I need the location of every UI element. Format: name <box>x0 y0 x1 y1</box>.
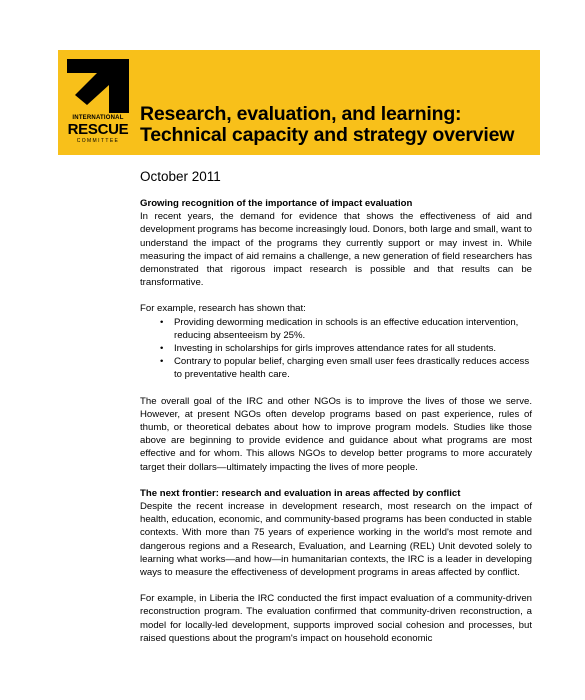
section-1-paragraph-3: The overall goal of the IRC and other NGOs is to improve the lives of those we serve. However, at present NGOs often develop programs based on past experience, rules of thumb, or theoretical debates about how to improve program models. Studies like those above are beginning to provide evidence and guidance about what programs are most effective and for whom. This allows NGOs to develop better programs to more accurately target their dollars—ultimately impacting the lives of more people. <box>140 395 532 473</box>
findings-list <box>140 316 532 382</box>
section-1-paragraph-1: In recent years, the demand for evidence that shows the effectiveness of aid and development programs has become increasingly loud. Donors, both large and small, want to understand the impact of the programs they currently support or may invest in. While measuring the impact of aid remains a challenge, a new generation of field researchers has demonstrated that rigorous impact research is possible and that results can be transformative. <box>140 211 532 289</box>
bullet-icon: • <box>160 343 164 355</box>
section-1-paragraph-2: For example, research has shown that: <box>140 303 306 315</box>
irc-logo-mark-icon <box>67 59 129 113</box>
document-date: October 2011 <box>140 169 221 184</box>
section-2-paragraph-2: For example, in Liberia the IRC conducted the first impact evaluation of a community-driven reconstruction program. The evaluation confirmed that community-driven reconstruction, a model for locally-led development, supports improved social cohesion and processes, but raised questions about the program's impact on household economic <box>140 593 532 644</box>
title-line-2: Technical capacity and strategy overview <box>140 124 515 146</box>
section-2-heading: The next frontier: research and evaluation in areas affected by conflict <box>140 487 461 499</box>
irc-logo <box>67 59 129 147</box>
logo-text-international: INTERNATIONAL <box>72 115 124 121</box>
list-item: • Contrary to popular belief, charging even small user fees drastically reduces access to preventative health care. <box>160 356 530 381</box>
bullet-icon: • <box>160 356 164 368</box>
bullet-icon: • <box>160 316 164 328</box>
section-1-heading: Growing recognition of the importance of impact evaluation <box>140 198 413 209</box>
list-item: • Providing deworming medication in schools is an effective education intervention, reducing absenteeism by 25%. <box>160 316 519 341</box>
logo-text-rescue: RESCUE <box>67 121 129 138</box>
section-2-paragraph-1: Despite the recent increase in development research, most research on the impact of health, education, economic, and community-based programs has been conducted in stable contexts. With more than 75 years of experience working in the world's most remote and dangerous regions and a Research, Evaluation, and Learning (REL) Unit devoted solely to learning what works—and how—in humanitarian contexts, the IRC is a leader in developing ways to measure the effectiveness of development programs in areas affected by conflict. <box>140 501 532 579</box>
list-item: • Investing in scholarships for girls improves attendance rates for all students. <box>160 343 497 355</box>
document-title <box>140 104 535 146</box>
title-line-1: Research, evaluation, and learning: <box>140 103 462 125</box>
logo-text-committee: COMMITTEE <box>76 138 120 144</box>
document-body <box>140 197 532 645</box>
